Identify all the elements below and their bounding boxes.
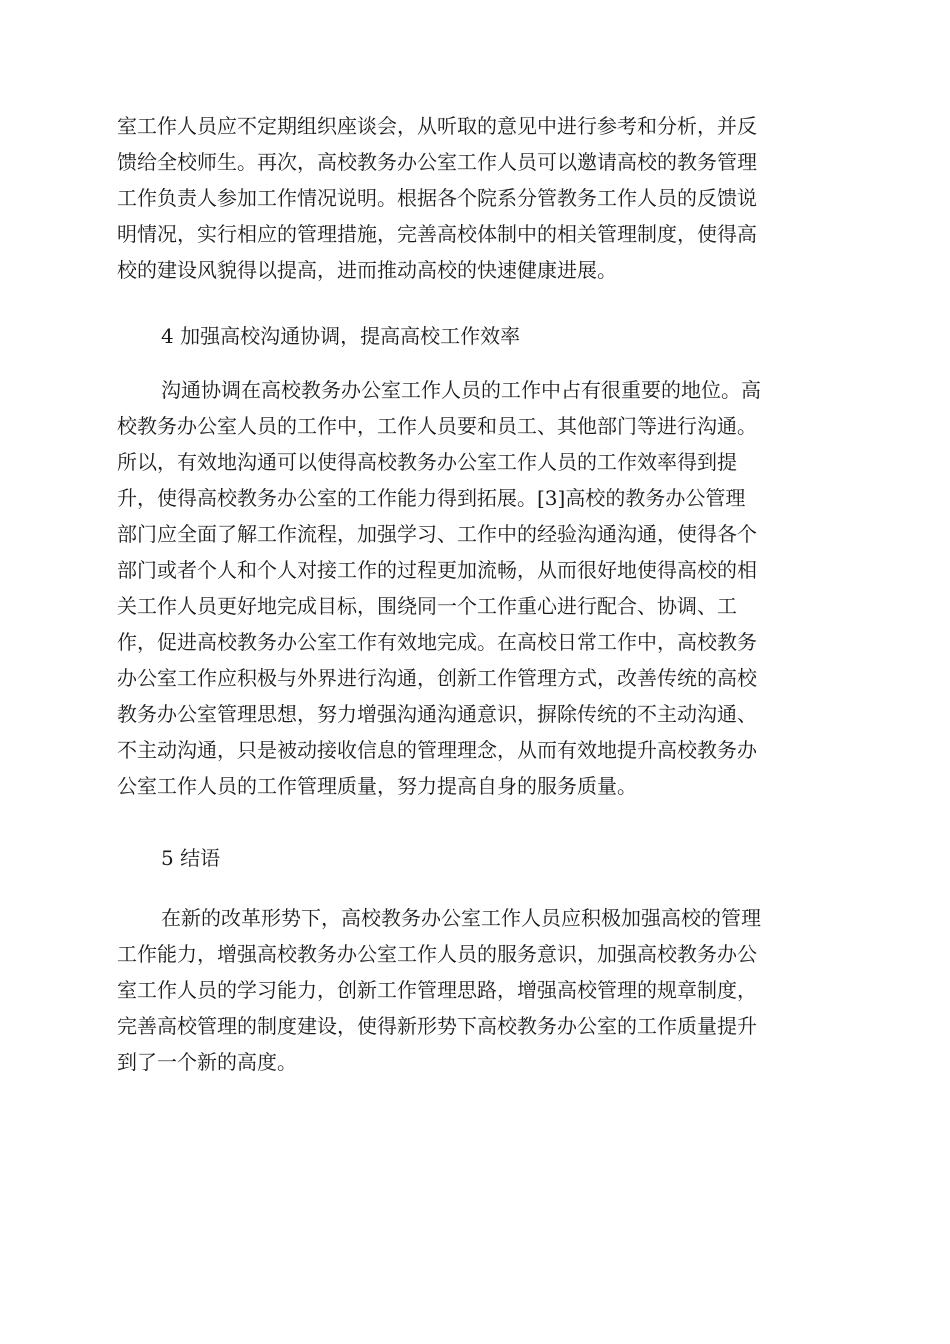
para1-line-4: 明情况，实行相应的管理措施，完善高校体制中的相关管理制度，使得高 (117, 222, 757, 246)
para1-line-3: 工作负责人参加工作情况说明。根据各个院系分管教务工作人员的反馈说 (117, 186, 757, 210)
para2-line-6: 部门或者个人和个人对接工作的过程更加流畅，从而很好地使得高校的相 (117, 558, 757, 582)
section-heading-4: 4 加强高校沟通协调，提高高校工作效率 (161, 324, 521, 348)
para2-line-7: 关工作人员更好地完成目标，围绕同一个工作重心进行配合、协调、工 (117, 594, 737, 618)
para3-line-5: 到了一个新的高度。 (117, 1050, 297, 1074)
para3-line-1: 在新的改革形势下，高校教务办公室工作人员应积极加强高校的管理 (161, 906, 761, 930)
para2-line-8: 作，促进高校教务办公室工作有效地完成。在高校日常工作中，高校教务 (117, 630, 757, 654)
para2-line-3: 所以，有效地沟通可以使得高校教务办公室工作人员的工作效率得到提 (117, 450, 737, 474)
para1-line-5: 校的建设风貌得以提高，进而推动高校的快速健康进展。 (117, 258, 617, 282)
para2-line-12: 公室工作人员的工作管理质量，努力提高自身的服务质量。 (117, 774, 637, 798)
para2-line-5: 部门应全面了解工作流程，加强学习、工作中的经验沟通沟通，使得各个 (117, 522, 757, 546)
para2-line-1: 沟通协调在高校教务办公室工作人员的工作中占有很重要的地位。高 (161, 378, 761, 402)
para3-line-4: 完善高校管理的制度建设，使得新形势下高校教务办公室的工作质量提升 (117, 1014, 757, 1038)
para2-line-9: 办公室工作应积极与外界进行沟通，创新工作管理方式，改善传统的高校 (117, 666, 757, 690)
para2-line-10: 教务办公室管理思想，努力增强沟通沟通意识，摒除传统的不主动沟通、 (117, 702, 757, 726)
para2-line-4: 升，使得高校教务办公室的工作能力得到拓展。[3]高校的教务办公管理 (117, 486, 746, 510)
para2-line-11: 不主动沟通，只是被动接收信息的管理理念，从而有效地提升高校教务办 (117, 738, 757, 762)
para1-line-2: 馈给全校师生。再次，高校教务办公室工作人员可以邀请高校的教务管理 (117, 150, 757, 174)
para3-line-2: 工作能力，增强高校教务办公室工作人员的服务意识，加强高校教务办公 (117, 942, 757, 966)
para1-line-1: 室工作人员应不定期组织座谈会，从听取的意见中进行参考和分析，并反 (117, 114, 757, 138)
section-heading-5: 5 结语 (161, 846, 221, 870)
para2-line-2: 校教务办公室人员的工作中，工作人员要和员工、其他部门等进行沟通。 (117, 414, 757, 438)
para3-line-3: 室工作人员的学习能力，创新工作管理思路，增强高校管理的规章制度， (117, 978, 757, 1002)
